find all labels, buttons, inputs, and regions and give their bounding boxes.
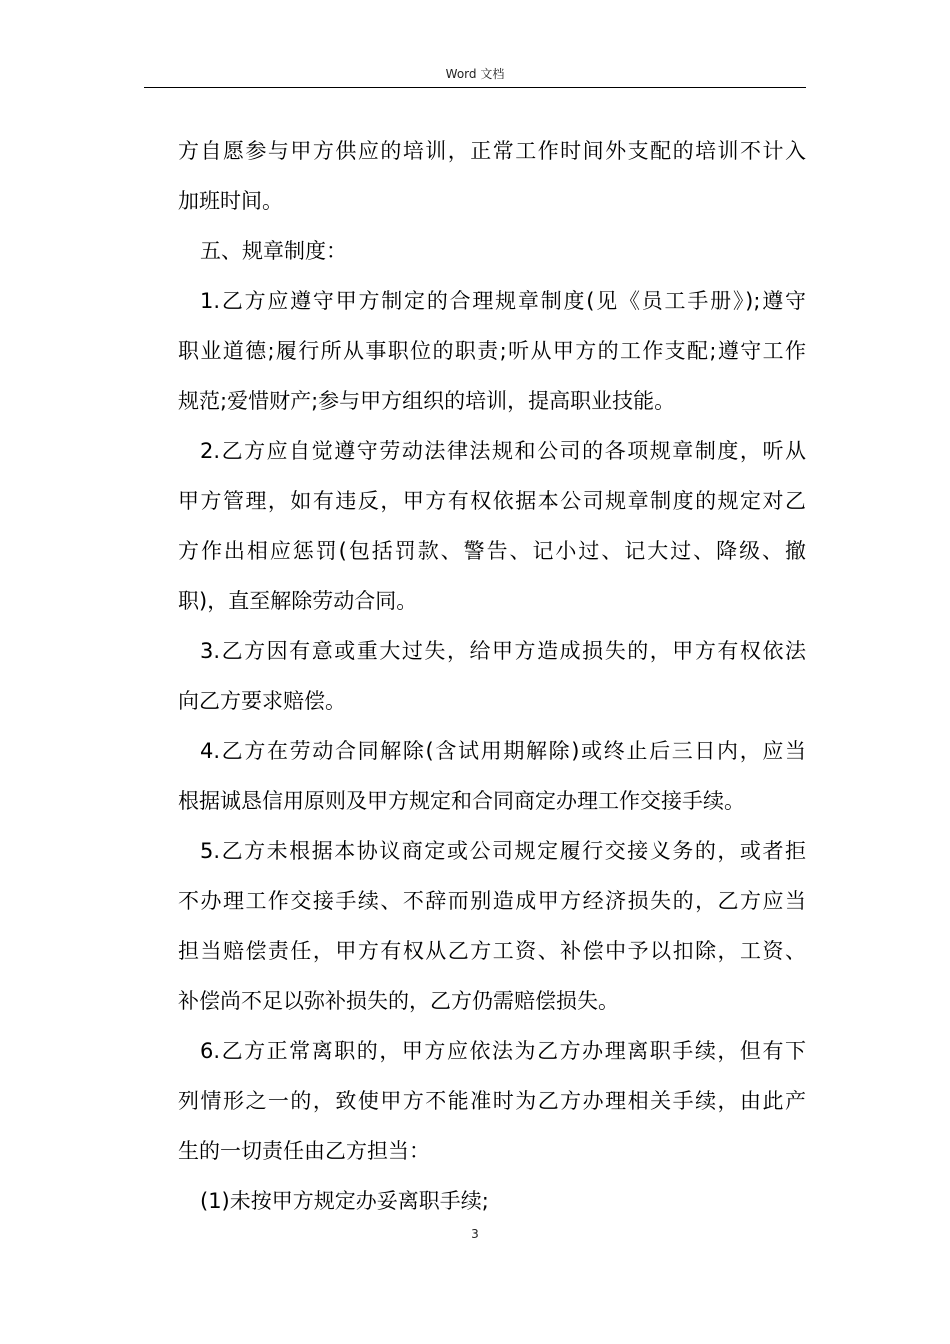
document-body bbox=[178, 126, 806, 1226]
page-number: 3 bbox=[471, 1227, 479, 1241]
page-header: Word 文档 bbox=[445, 67, 505, 81]
text-line: 6.乙方正常离职的，甲方应依法为乙方办理离职手续，但有下 bbox=[200, 1039, 806, 1063]
text-line: 5.乙方未根据本协议商定或公司规定履行交接义务的，或者拒 bbox=[200, 839, 806, 863]
text-line: 2.乙方应自觉遵守劳动法律法规和公司的各项规章制度，听从 bbox=[200, 439, 806, 463]
text-line: 职)，直至解除劳动合同。 bbox=[178, 589, 418, 613]
text-line: 五、规章制度： bbox=[200, 239, 347, 263]
text-line: 甲方管理，如有违反，甲方有权依据本公司规章制度的规定对乙 bbox=[178, 489, 806, 513]
text-line: 方作出相应惩罚(包括罚款、警告、记小过、记大过、降级、撤 bbox=[178, 539, 806, 563]
text-line: 规范;爱惜财产;参与甲方组织的培训，提高职业技能。 bbox=[178, 389, 676, 413]
text-line: 根据诚恳信用原则及甲方规定和合同商定办理工作交接手续。 bbox=[178, 789, 745, 813]
text-line: (1)未按甲方规定办妥离职手续; bbox=[200, 1189, 489, 1213]
text-line: 方自愿参与甲方供应的培训，正常工作时间外支配的培训不计入 bbox=[178, 139, 806, 163]
header-rule bbox=[144, 87, 806, 88]
text-line: 列情形之一的，致使甲方不能准时为乙方办理相关手续，由此产 bbox=[178, 1089, 806, 1113]
text-line: 不办理工作交接手续、不辞而别造成甲方经济损失的，乙方应当 bbox=[178, 889, 806, 913]
text-line: 补偿尚不足以弥补损失的，乙方仍需赔偿损失。 bbox=[178, 989, 619, 1013]
text-line: 加班时间。 bbox=[178, 189, 283, 213]
text-line: 职业道德;履行所从事职位的职责;听从甲方的工作支配;遵守工作 bbox=[178, 339, 806, 363]
text-line: 向乙方要求赔偿。 bbox=[178, 689, 346, 713]
text-line: 4.乙方在劳动合同解除(含试用期解除)或终止后三日内，应当 bbox=[200, 739, 806, 763]
text-line: 1.乙方应遵守甲方制定的合理规章制度(见《员工手册》);遵守 bbox=[200, 289, 806, 313]
text-line: 担当赔偿责任，甲方有权从乙方工资、补偿中予以扣除，工资、 bbox=[178, 939, 806, 963]
text-line: 生的一切责任由乙方担当： bbox=[178, 1139, 430, 1163]
text-line: 3.乙方因有意或重大过失，给甲方造成损失的，甲方有权依法 bbox=[200, 639, 806, 663]
